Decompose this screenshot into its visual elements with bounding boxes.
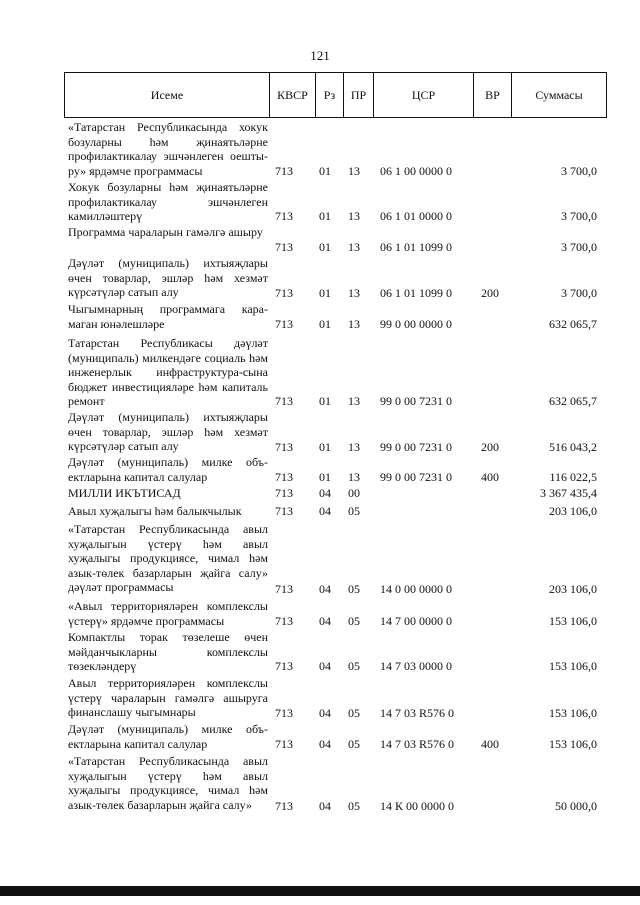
row-csr: 99 0 00 7231 0	[380, 440, 452, 454]
col-name-header: Исеме	[150, 87, 184, 102]
row-kvsr: 713	[275, 799, 293, 813]
table-row	[64, 256, 607, 300]
row-name: Дәүләт (муниципаль) ихтыяҗлары өчен товарлар, эшләр һәм хезмәт күрсәтүләр сатып алу	[68, 256, 268, 299]
col-csr-header: ЦСР	[373, 73, 473, 117]
row-kvsr: 713	[275, 486, 293, 500]
row-pr: 13	[348, 164, 360, 178]
row-pr: 05	[348, 737, 360, 751]
row-rz: 04	[319, 706, 331, 720]
table-row	[64, 722, 607, 751]
row-sum: 632 065,7	[549, 317, 597, 331]
row-rz: 01	[319, 164, 331, 178]
table-row	[64, 522, 607, 596]
row-name: Программа чараларын гамәлгә ашыру	[68, 225, 263, 239]
row-rz: 01	[319, 286, 331, 300]
table-row	[64, 225, 607, 254]
row-sum: 203 106,0	[549, 582, 597, 596]
col-sum-header: Суммасы	[511, 73, 606, 117]
row-sum: 3 700,0	[561, 286, 597, 300]
row-sum: 632 065,7	[549, 394, 597, 408]
row-pr: 05	[348, 504, 360, 518]
table-row	[64, 455, 607, 484]
row-vr: 400	[481, 470, 499, 484]
row-sum: 153 106,0	[549, 659, 597, 673]
row-csr: 14 7 03 R576 0	[380, 706, 455, 720]
row-rz: 01	[319, 470, 331, 484]
page-number: 121	[310, 48, 330, 63]
row-name: «Татарстан Республикасында хокук бозуларны һәм җинаятьләрне профилактикалау эшчәнлеген оешты-ру» ярдәмче программасы	[68, 120, 268, 178]
row-rz: 04	[319, 486, 331, 500]
row-csr: 14 0 00 0000 0	[380, 582, 452, 596]
row-pr: 05	[348, 799, 360, 813]
row-csr: 06 1 01 1099 0	[380, 240, 452, 254]
table-row	[64, 486, 607, 500]
row-sum: 516 043,2	[549, 440, 597, 454]
row-name: Дәүләт (муниципаль) милке объ-ектларына капитал салулар	[68, 722, 268, 751]
row-kvsr: 713	[275, 504, 293, 518]
row-pr: 05	[348, 614, 360, 628]
table-row	[64, 302, 607, 331]
row-pr: 13	[348, 286, 360, 300]
row-vr: 400	[481, 737, 499, 751]
row-rz: 04	[319, 737, 331, 751]
table-row	[64, 754, 607, 813]
row-rz: 04	[319, 614, 331, 628]
row-pr: 13	[348, 394, 360, 408]
row-csr: 99 0 00 7231 0	[380, 470, 452, 484]
table-row	[64, 504, 607, 518]
table-row	[64, 630, 607, 673]
row-kvsr: 713	[275, 470, 293, 484]
row-sum: 3 367 435,4	[540, 486, 597, 500]
row-sum: 153 106,0	[549, 737, 597, 751]
row-pr: 13	[348, 317, 360, 331]
row-kvsr: 713	[275, 614, 293, 628]
row-kvsr: 713	[275, 164, 293, 178]
row-rz: 04	[319, 659, 331, 673]
row-sum: 50 000,0	[555, 799, 597, 813]
row-rz: 04	[319, 582, 331, 596]
row-vr: 200	[481, 440, 499, 454]
table-row	[64, 676, 607, 720]
row-kvsr: 713	[275, 286, 293, 300]
row-pr: 13	[348, 209, 360, 223]
row-name: Компактлы торак төзелеше өчен мәйданчыкларны комплекслы төзекләндерү	[68, 630, 268, 673]
row-kvsr: 713	[275, 209, 293, 223]
row-kvsr: 713	[275, 440, 293, 454]
row-sum: 116 022,5	[549, 470, 597, 484]
row-name: «Авыл территорияләрен комплекслы үстерү» ярдәмче программасы	[68, 599, 268, 628]
row-csr: 99 0 00 0000 0	[380, 317, 452, 331]
col-vr-header: ВР	[473, 73, 511, 117]
table-row	[64, 410, 607, 454]
row-csr: 06 1 01 1099 0	[380, 286, 452, 300]
col-rz-header: Рз	[315, 73, 343, 117]
col-kvsr-header: КВСР	[269, 73, 315, 117]
table-row	[64, 599, 607, 628]
row-pr: 05	[348, 706, 360, 720]
footer-bar	[0, 886, 640, 896]
row-name: Дәүләт (муниципаль) милке объ-ектларына капитал салулар	[68, 455, 268, 484]
row-vr: 200	[481, 286, 499, 300]
row-pr: 05	[348, 659, 360, 673]
row-sum: 3 700,0	[561, 209, 597, 223]
row-pr: 05	[348, 582, 360, 596]
row-rz: 01	[319, 209, 331, 223]
row-pr: 13	[348, 470, 360, 484]
row-csr: 14 7 03 0000 0	[380, 659, 452, 673]
row-name: МИЛЛИ ИКЪТИСАД	[68, 486, 181, 500]
table-row	[64, 336, 607, 408]
col-pr-header: ПР	[343, 73, 373, 117]
row-rz: 01	[319, 240, 331, 254]
row-csr: 06 1 00 0000 0	[380, 164, 452, 178]
row-pr: 00	[348, 486, 360, 500]
row-kvsr: 713	[275, 706, 293, 720]
row-kvsr: 713	[275, 737, 293, 751]
row-kvsr: 713	[275, 659, 293, 673]
row-sum: 3 700,0	[561, 164, 597, 178]
row-sum: 3 700,0	[561, 240, 597, 254]
row-csr: 99 0 00 7231 0	[380, 394, 452, 408]
row-name: Авыл территорияләрен комплекслы үстерү чараларын гамәлгә ашыруга финанслашу чыгымнары	[68, 676, 268, 719]
row-rz: 04	[319, 504, 331, 518]
row-sum: 153 106,0	[549, 706, 597, 720]
row-rz: 01	[319, 440, 331, 454]
row-sum: 153 106,0	[549, 614, 597, 628]
row-pr: 13	[348, 440, 360, 454]
row-name: Татарстан Республикасы дәүләт (муниципаль) милкендәге социаль һәм инженерлык инфраструктура-сына бюджет инвестицияләре һәм капиталь ремонт	[68, 336, 268, 408]
row-csr: 06 1 01 0000 0	[380, 209, 452, 223]
row-rz: 04	[319, 799, 331, 813]
row-kvsr: 713	[275, 240, 293, 254]
row-sum: 203 106,0	[549, 504, 597, 518]
row-name: «Татарстан Республикасында авыл хуҗалыгын үстерү һәм авыл хуҗалыгы продукциясе, чимал һәм азык-төлек базарларын җайга салу»	[68, 754, 268, 812]
row-csr: 14 7 03 R576 0	[380, 737, 455, 751]
row-kvsr: 713	[275, 317, 293, 331]
row-kvsr: 713	[275, 582, 293, 596]
row-rz: 01	[319, 394, 331, 408]
row-name: Дәүләт (муниципаль) ихтыяҗлары өчен товарлар, эшләр һәм хезмәт күрсәтүләр сатып алу	[68, 410, 268, 453]
table-header	[64, 72, 607, 118]
table-row	[64, 180, 607, 223]
row-pr: 13	[348, 240, 360, 254]
row-csr: 14 7 00 0000 0	[380, 614, 452, 628]
row-kvsr: 713	[275, 394, 293, 408]
row-name: Чыгымнарның программага кара-маган юнәлешләре	[68, 302, 268, 331]
row-rz: 01	[319, 317, 331, 331]
row-csr: 14 К 00 0000 0	[380, 799, 455, 813]
table-row	[64, 120, 607, 178]
row-name: Хокук бозуларны һәм җинаятьләрне профилактикалау эшчәнлеген камилләштерү	[68, 180, 268, 223]
row-name: Авыл хуҗалыгы һәм балыкчылык	[68, 504, 242, 518]
row-name: «Татарстан Республикасында авыл хуҗалыгын үстерү һәм авыл хуҗалыгы продукциясе, чимал һәм азык-төлек базарларын җайга салу» дәүләт программасы	[68, 522, 268, 594]
